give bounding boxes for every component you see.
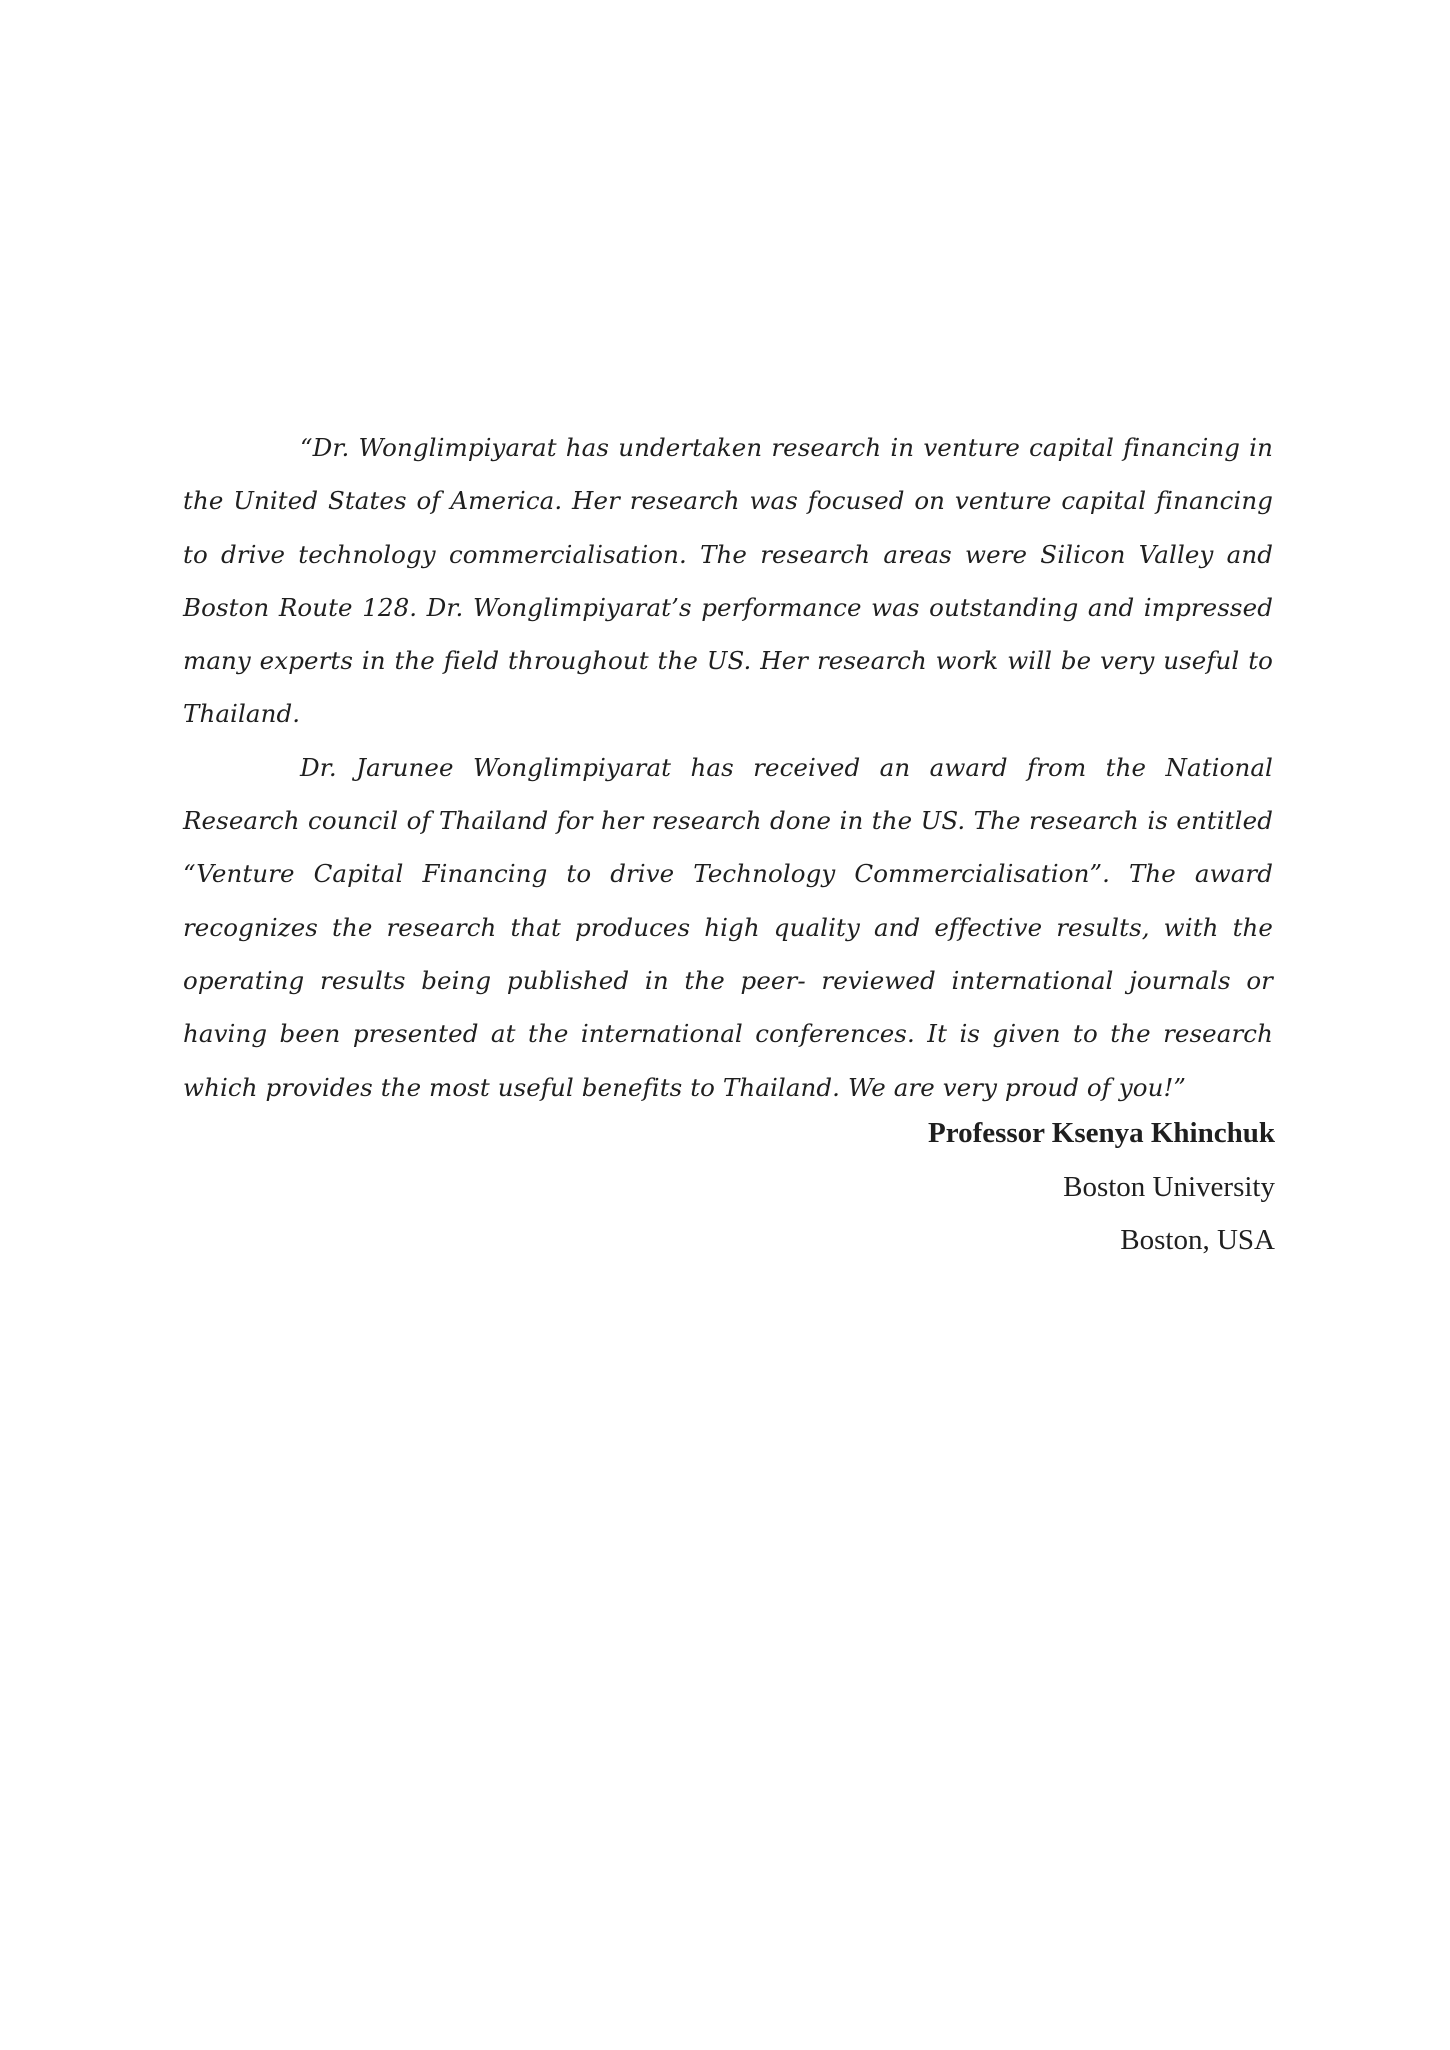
quote-paragraph-2: Dr. Jarunee Wonglimpiyarat has received an award from the National Research council of Thailand for her research done in the US. The research is entitled “Venture Capital Financing to drive Technology Commercialisation”. The award recognizes the research that produces high quality and effective results, with the operating results being published in the peer- reviewed international journals or having been presented at the international conferences. It is given to the research which provides the most useful benefits to Thailand. We are very proud of you!” xyxy=(183,752,1273,1102)
signatory-institution: Boston University xyxy=(1063,1170,1275,1203)
testimonial-quote xyxy=(183,421,1273,1114)
signatory-location: Boston, USA xyxy=(1120,1224,1275,1256)
signature-block xyxy=(928,1107,1275,1268)
signatory-name: Professor Ksenya Khinchuk xyxy=(928,1117,1275,1149)
quote-paragraph-1: “Dr. Wonglimpiyarat has undertaken research in venture capital financing in the United States of America. Her research was focused on venture capital financing to drive technology commercialisation. The research areas were Silicon Valley and Boston Route 128. Dr. Wonglimpiyarat’s performance was outstanding and impressed many experts in the field throughout the US. Her research work will be very useful to Thailand. xyxy=(183,433,1273,729)
